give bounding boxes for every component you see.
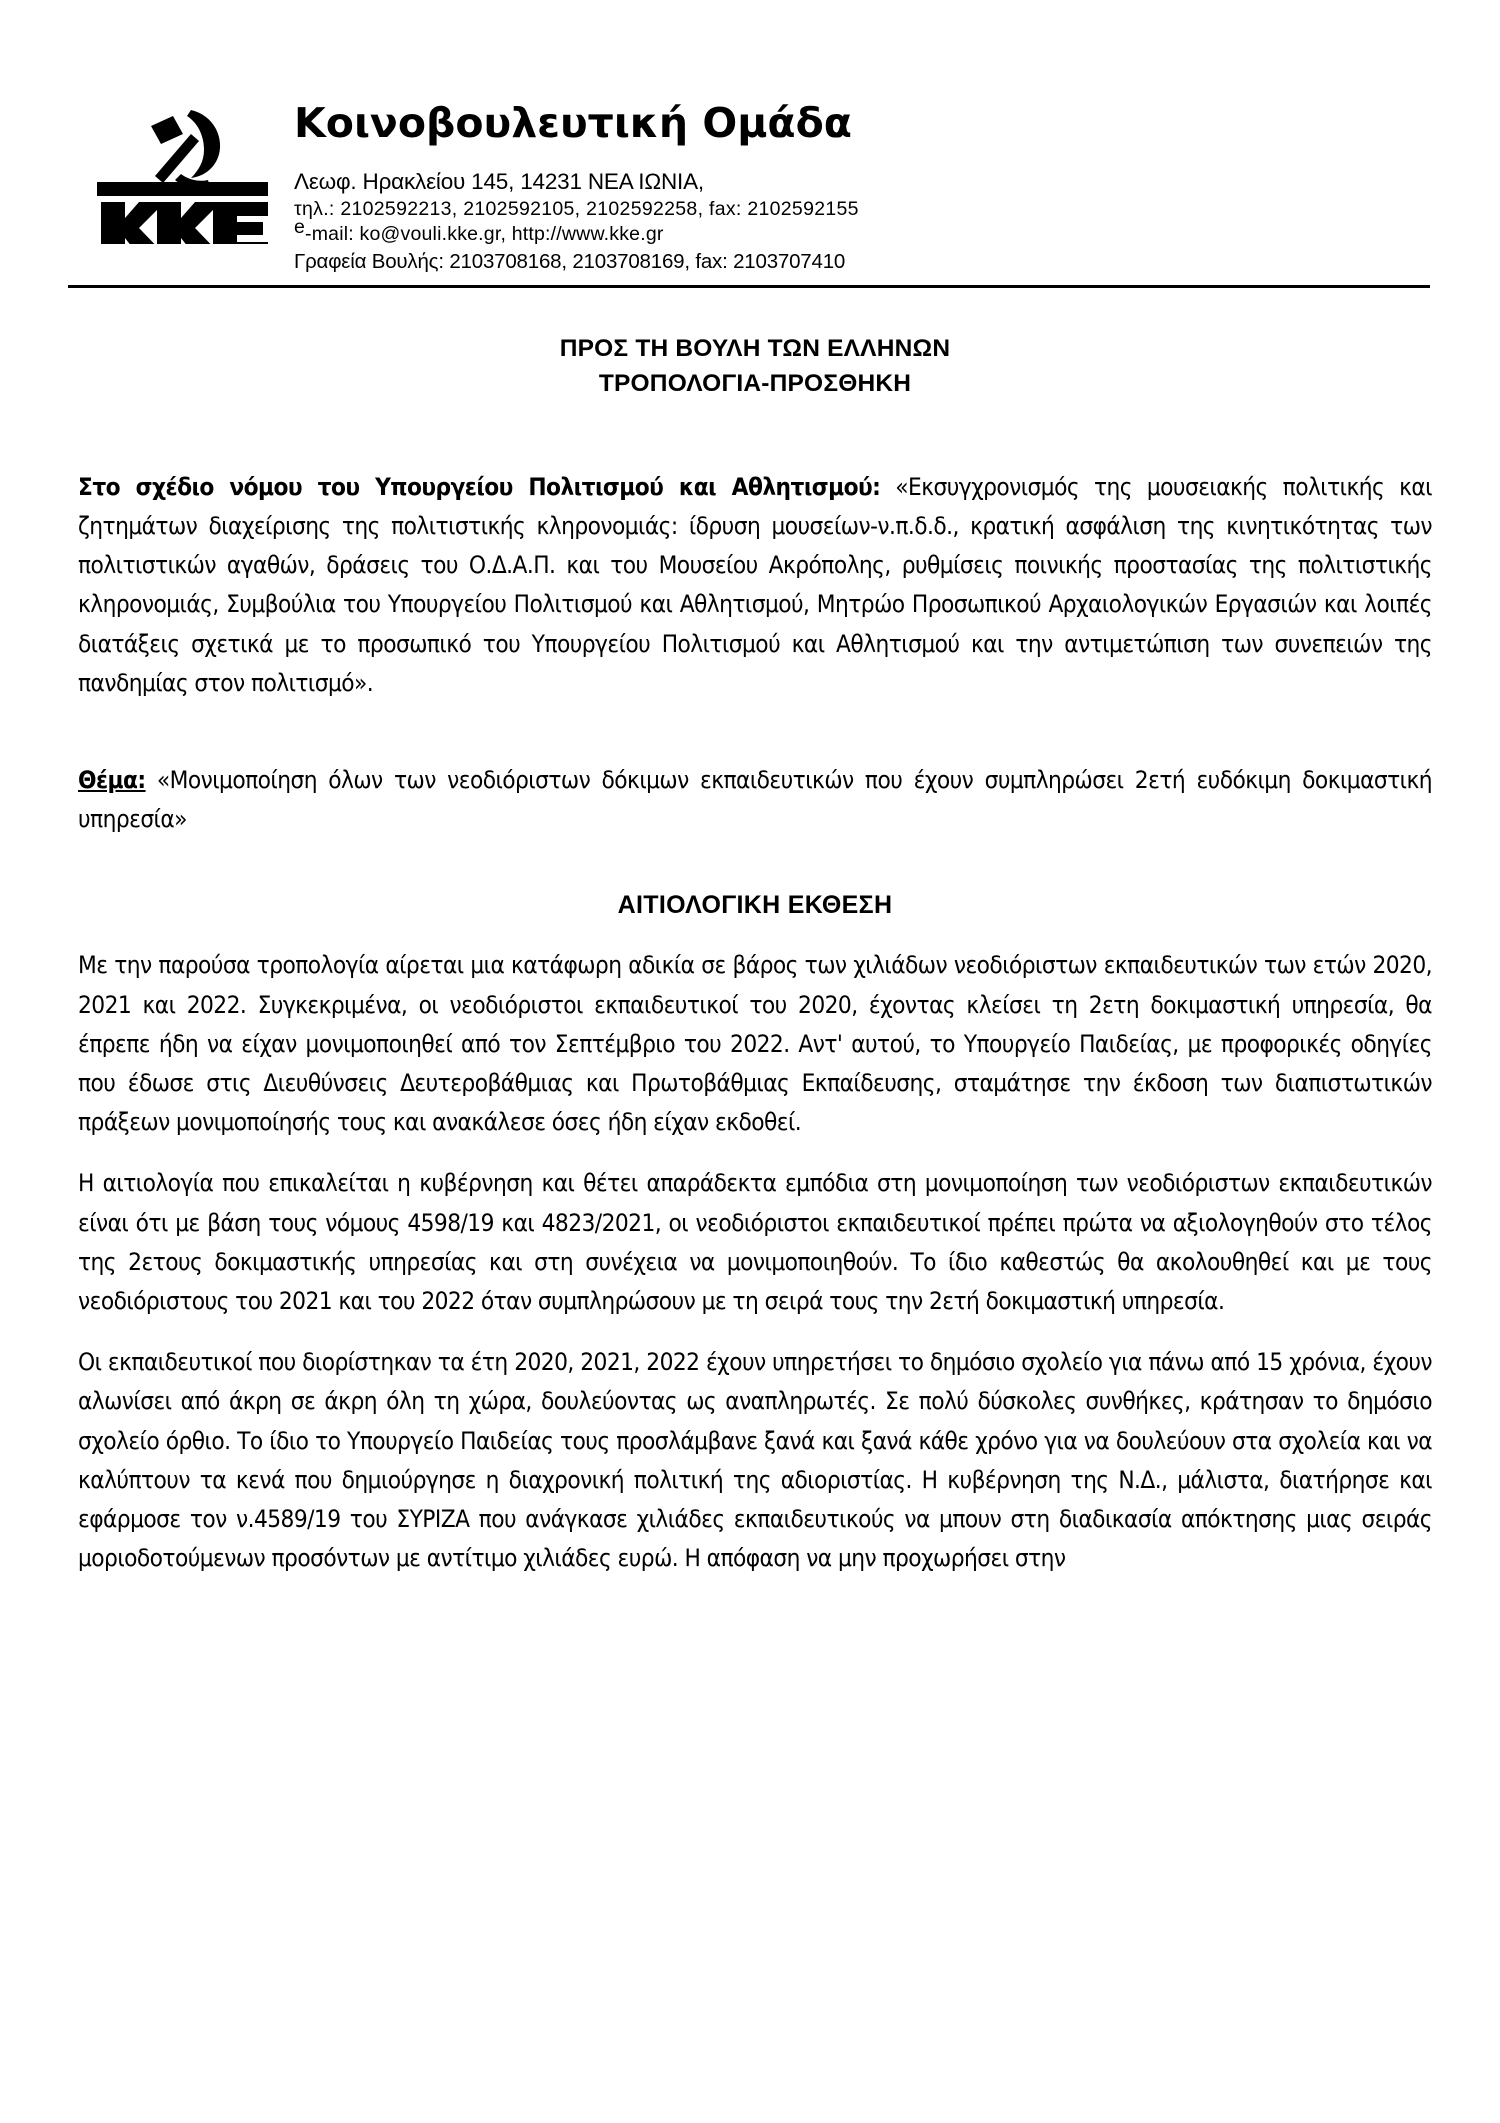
email-superscript-e: e [294, 216, 306, 239]
explanatory-report-heading: ΑΙΤΙΟΛΟΓΙΚΗ ΕΚΘΕΣΗ [617, 891, 893, 920]
email-address-text: -mail: ko@vouli.kke.gr, http://www.kke.gr [305, 223, 664, 246]
document-title-line-1: ΠΡΟΣ ΤΗ ΒΟΥΛΗ ΤΩΝ ΕΛΛΗΝΩΝ [559, 335, 951, 363]
document-content [0, 332, 1500, 1578]
kke-logo [95, 96, 270, 244]
letterhead [0, 0, 1500, 275]
org-title: Κοινοβουλευτική Ομάδα [294, 99, 852, 147]
subject-paragraph [78, 761, 1432, 839]
subject-text: «Μονιμοποίηση όλων των νεοδιόριστων δόκιμων εκπαιδευτικών που έχουν συμπληρώσει 2ετή ευδόκιμη δοκιμαστική υπηρεσία» [78, 766, 1432, 834]
org-email [294, 216, 1430, 248]
intro-paragraph [78, 468, 1432, 703]
body-paragraph-2: Η αιτιολογία που επικαλείται η κυβέρνηση και θέτει απαράδεκτα εμπόδια στη μονιμοποίηση των νεοδιόριστων εκπαιδευτικών είναι ότι με βάση τους νόμους 4598/19 και 4823/2021, οι νεοδιόριστοι εκπαιδευτικοί πρέπει πρώτα να αξιολογηθούν στο τέλος της 2ετους δοκιμαστικής υπηρεσίας και στη συνέχεια να μονιμοποιηθούν. Το ίδιο καθεστώς θα ακολουθηθεί και με τους νεοδιόριστους του 2021 και του 2022 όταν συμπληρώσουν με τη σειρά τους την 2ετή δοκιμαστική υπηρεσία. [78, 1169, 1432, 1316]
intro-bold-lead: Στο σχέδιο νόμου του Υπουργείου Πολιτισμού και Αθλητισμού: [78, 472, 881, 501]
subject-label: Θέμα: [78, 766, 146, 795]
body-paragraph-3: Οι εκπαιδευτικοί που διορίστηκαν τα έτη 2020, 2021, 2022 έχουν υπηρετήσει το δημόσιο σχολείο για πάνω από 15 χρόνια, έχουν αλωνίσει από άκρη σε άκρη όλη τη χώρα, δουλεύοντας ως αναπληρωτές. Σε πολύ δύσκολες συνθήκες, κράτησαν το δημόσιο σχολείο όρθιο. Το ίδιο το Υπουργείο Παιδείας τους προσλάμβανε ξανά και ξανά κάθε χρόνο για να δουλεύουν στα σχολεία και να καλύπτουν τα κενά που δημιούργησε η διαχρονική πολιτική της αδιοριστίας. Η κυβέρνηση της Ν.Δ., μάλιστα, διατήρησε και εφάρμοσε τον ν.4589/19 του ΣΥΡΙΖΑ που ανάγκασε χιλιάδες εκπαιδευτικούς να μπουν στη διαδικασία απόκτησης μιας σειράς μοριοδοτούμενων προσόντων με αντίτιμο χιλιάδες ευρώ. Η απόφαση να μην προχωρήσει στην [78, 1348, 1432, 1573]
org-phones: τηλ.: 2102592213, 2102592105, 2102592258, fax: 2102592155 [294, 197, 859, 220]
document-title [78, 332, 1432, 402]
header-divider [68, 285, 1430, 288]
org-parliament-offices: Γραφεία Βουλής: 2103708168, 2103708169, fax: 2103707410 [294, 250, 846, 274]
organization-details [270, 96, 1430, 275]
document-title-line-2: ΤΡΟΠΟΛΟΓΙΑ-ΠΡΟΣΘΗΚΗ [598, 370, 912, 398]
intro-body-text: «Εκσυγχρονισμός της μουσειακής πολιτικής και ζητημάτων διαχείρισης της πολιτιστικής κληρονομιάς: ίδρυση μουσείων-ν.π.δ.δ., κρατική ασφάλιση της κινητικότητας των πολιτιστικών αγαθών, δράσεις του Ο.Δ.Α.Π. και του Μουσείου Ακρόπολης, ρυθμίσεις ποινικής προστασίας της πολιτιστικής κληρονομιάς, Συμβούλια του Υπουργείου Πολιτισμού και Αθλητισμού, Μητρώο Προσωπικού Αρχαιολογικών Εργασιών και λοιπές διατάξεις σχετικά με το προσωπικό του Υπουργείου Πολιτισμού και Αθλητισμού και την αντιμετώπιση των συνεπειών της πανδημίας στον πολιτισμό». [78, 472, 1432, 697]
body-paragraph-1: Με την παρούσα τροπολογία αίρεται μια κατάφωρη αδικία σε βάρος των χιλιάδων νεοδιόριστων εκπαιδευτικών των ετών 2020, 2021 και 2022. Συγκεκριμένα, οι νεοδιόριστοι εκπαιδευτικοί του 2020, έχοντας κλείσει τη 2ετη δοκιμαστική υπηρεσία, θα έπρεπε ήδη να είχαν μονιμοποιηθεί από τον Σεπτέμβριο του 2022. Αντ' αυτού, το Υπουργείο Παιδείας, με προφορικές οδηγίες που έδωσε στις Διευθύνσεις Δευτεροβάθμιας και Πρωτοβάθμιας Εκπαίδευσης, σταμάτησε την έκδοση των διαπιστωτικών πράξεων μονιμοποίησής τους και ανακάλεσε όσες ήδη είχαν εκδοθεί. [78, 951, 1432, 1137]
kke-hammer-sickle-logo-icon [95, 104, 270, 244]
org-address: Λεωφ. Ηρακλείου 145, 14231 ΝΕΑ ΙΩΝΙΑ, [294, 169, 704, 195]
